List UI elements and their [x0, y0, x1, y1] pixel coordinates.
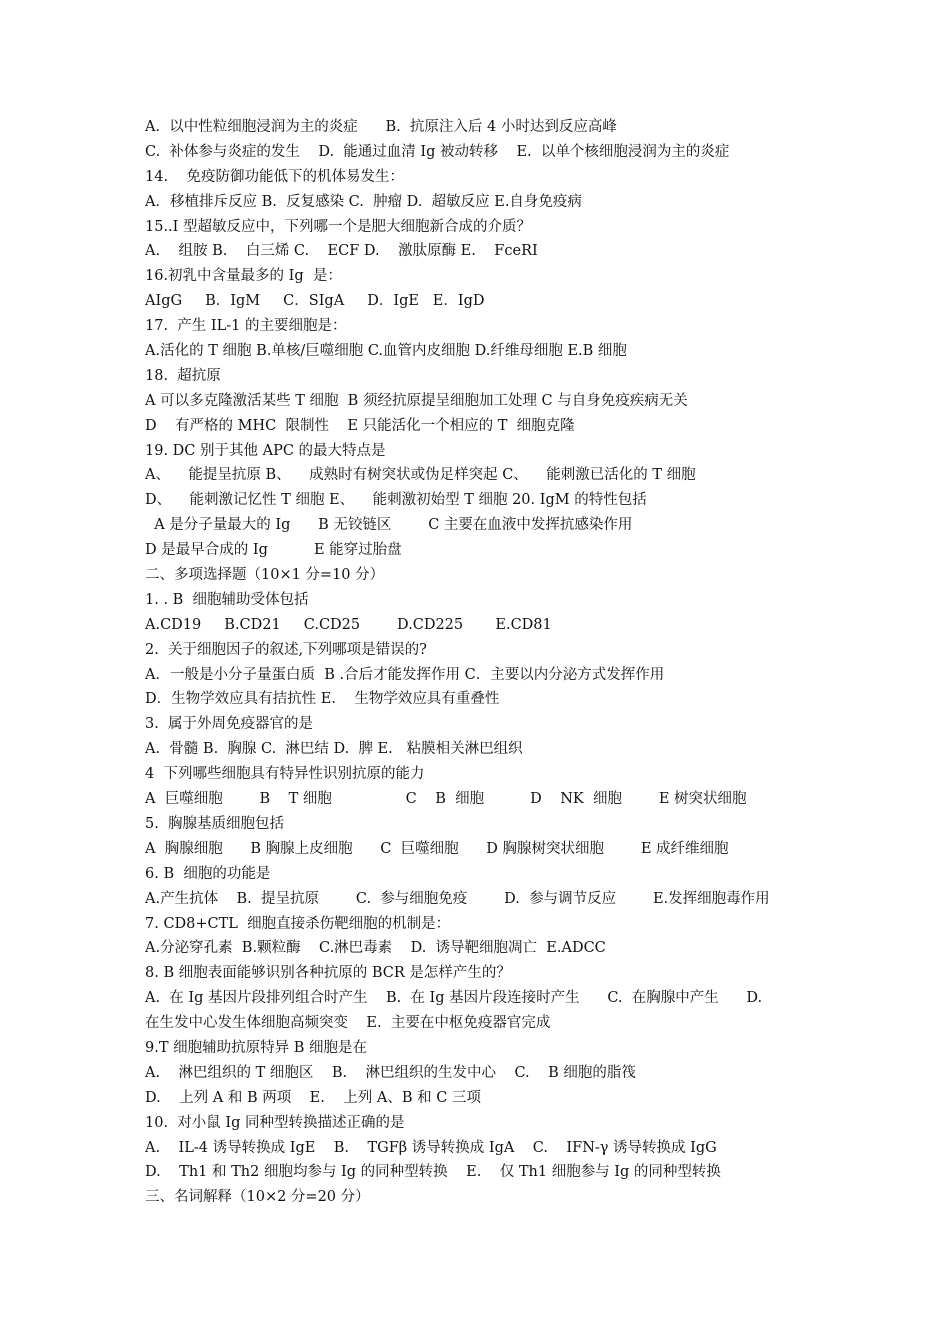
- text-line: C. 补体参与炎症的发生 D. 能通过血清 Ig 被动转移 E. 以单个核细胞浸润为主的炎症: [145, 143, 730, 160]
- text-line: 14. 免疫防御功能低下的机体易发生：: [145, 168, 404, 185]
- text-line: 2. 关于细胞因子的叙述,下列哪项是错误的?: [145, 641, 427, 658]
- text-line: A 巨噬细胞 B T 细胞 C B 细胞 D NK 细胞 E 树突状细胞: [145, 791, 747, 808]
- text-line: 6. B 细胞的功能是: [145, 865, 271, 882]
- text-line: A．移植排斥反应 B. 反复感染 C. 肿瘤 D. 超敏反应 E.自身免疫病: [145, 193, 582, 210]
- text-line: AIgG B．IgM C．SIgA D．IgE E．IgD: [145, 293, 485, 310]
- text-line: A.活化的 T 细胞 B.单核/巨噬细胞 C.血管内皮细胞 D.纤维母细胞 E.B 细胞: [145, 343, 627, 360]
- text-line: 3. 属于外周免疫器官的是: [145, 716, 314, 733]
- text-line: D．生物学效应具有拮抗性 E. 生物学效应具有重叠性: [145, 691, 500, 708]
- text-line: A.CD19 B.CD21 C.CD25 D.CD225 E.CD81: [145, 616, 552, 633]
- text-line: A 可以多克隆激活某些 T 细胞 B 须经抗原提呈细胞加工处理 C 与自身免疫疾病无关: [145, 392, 688, 409]
- text-line: 二、多项选择题（10×1 分=10 分）: [145, 567, 385, 584]
- text-line: 1. . B 细胞辅助受体包括: [145, 591, 309, 608]
- text-line: D. 上列 A 和 B 两项 E. 上列 A、B 和 C 三项: [145, 1089, 481, 1106]
- text-line: D、 能刺激记忆性 T 细胞 E、 能刺激初始型 T 细胞 20. IgM 的特性包括: [145, 492, 647, 509]
- text-line: D 有严格的 MHC 限制性 E 只能活化一个相应的 T 细胞克隆: [145, 417, 575, 434]
- text-line: 10. 对小鼠 Ig 同种型转换描述正确的是: [145, 1114, 405, 1131]
- text-line: A.分泌穿孔素 B.颗粒酶 C.淋巴毒素 D. 诱导靶细胞凋亡 E.ADCC: [145, 940, 606, 957]
- text-line: 三、名词解释（10×2 分=20 分）: [145, 1189, 370, 1206]
- text-line: A、 能提呈抗原 B、 成熟时有树突状或伪足样突起 C、 能刺激已活化的 T 细胞: [145, 467, 696, 484]
- text-line: A. IL-4 诱导转换成 IgE B. TGFβ 诱导转换成 IgA C. IFN-γ 诱导转换成 IgG: [145, 1139, 717, 1156]
- text-line: A. 骨髓 B. 胸腺 C. 淋巴结 D. 脾 E. 粘膜相关淋巴组织: [145, 741, 523, 758]
- text-line: A. 在 Ig 基因片段排列组合时产生 B. 在 Ig 基因片段连接时产生 C. 在胸腺中产生 D.: [145, 990, 763, 1007]
- text-line: 9.T 细胞辅助抗原特异 B 细胞是在: [145, 1039, 367, 1056]
- document-body: [145, 115, 825, 1210]
- text-line: A．一般是小分子量蛋白质 B .合后才能发挥作用 C．主要以内分泌方式发挥作用: [145, 666, 665, 683]
- text-line: 8. B 细胞表面能够识别各种抗原的 BCR 是怎样产生的？: [145, 965, 511, 982]
- text-line: 17. 产生 IL-1 的主要细胞是：: [145, 318, 347, 335]
- text-line: 18. 超抗原: [145, 367, 221, 384]
- text-line: 15..I 型超敏反应中，下列哪一个是肥大细胞新合成的介质？: [145, 218, 532, 235]
- text-line: A. 淋巴组织的 T 细胞区 B. 淋巴组织的生发中心 C. B 细胞的脂筏: [145, 1064, 636, 1081]
- text-line: 16.初乳中含量最多的 Ig 是：: [145, 268, 342, 285]
- text-line: D. Th1 和 Th2 细胞均参与 Ig 的同种型转换 E. 仅 Th1 细胞参与 Ig 的同种型转换: [145, 1164, 721, 1181]
- text-line: A.产生抗体 B. 提呈抗原 C. 参与细胞免疫 D. 参与调节反应 E.发挥细胞毒作用: [145, 890, 770, 907]
- text-line: A. 组胺 B. 白三烯 C. ECF D. 激肽原酶 E. FceRI: [145, 243, 538, 260]
- text-line: 19. DC 别于其他 APC 的最大特点是: [145, 442, 386, 459]
- text-line: A 胸腺细胞 B 胸腺上皮细胞 C 巨噬细胞 D 胸腺树突状细胞 E 成纤维细胞: [145, 840, 729, 857]
- text-line: 4 下列哪些细胞具有特异性识别抗原的能力: [145, 766, 425, 783]
- text-line: A. 以中性粒细胞浸润为主的炎症 B. 抗原注入后 4 小时达到反应高峰: [145, 119, 617, 135]
- text-line: 在生发中心发生体细胞高频突变 E. 主要在中枢免疫器官完成: [145, 1015, 551, 1032]
- text-line: 7. CD8+CTL 细胞直接杀伤靶细胞的机制是：: [145, 915, 451, 932]
- text-line: D 是最早合成的 Ig E 能穿过胎盘: [145, 542, 402, 559]
- text-line: A 是分子量最大的 Ig B 无铰链区 C 主要在血液中发挥抗感染作用: [145, 517, 633, 534]
- text-line: 5. 胸腺基质细胞包括: [145, 815, 285, 832]
